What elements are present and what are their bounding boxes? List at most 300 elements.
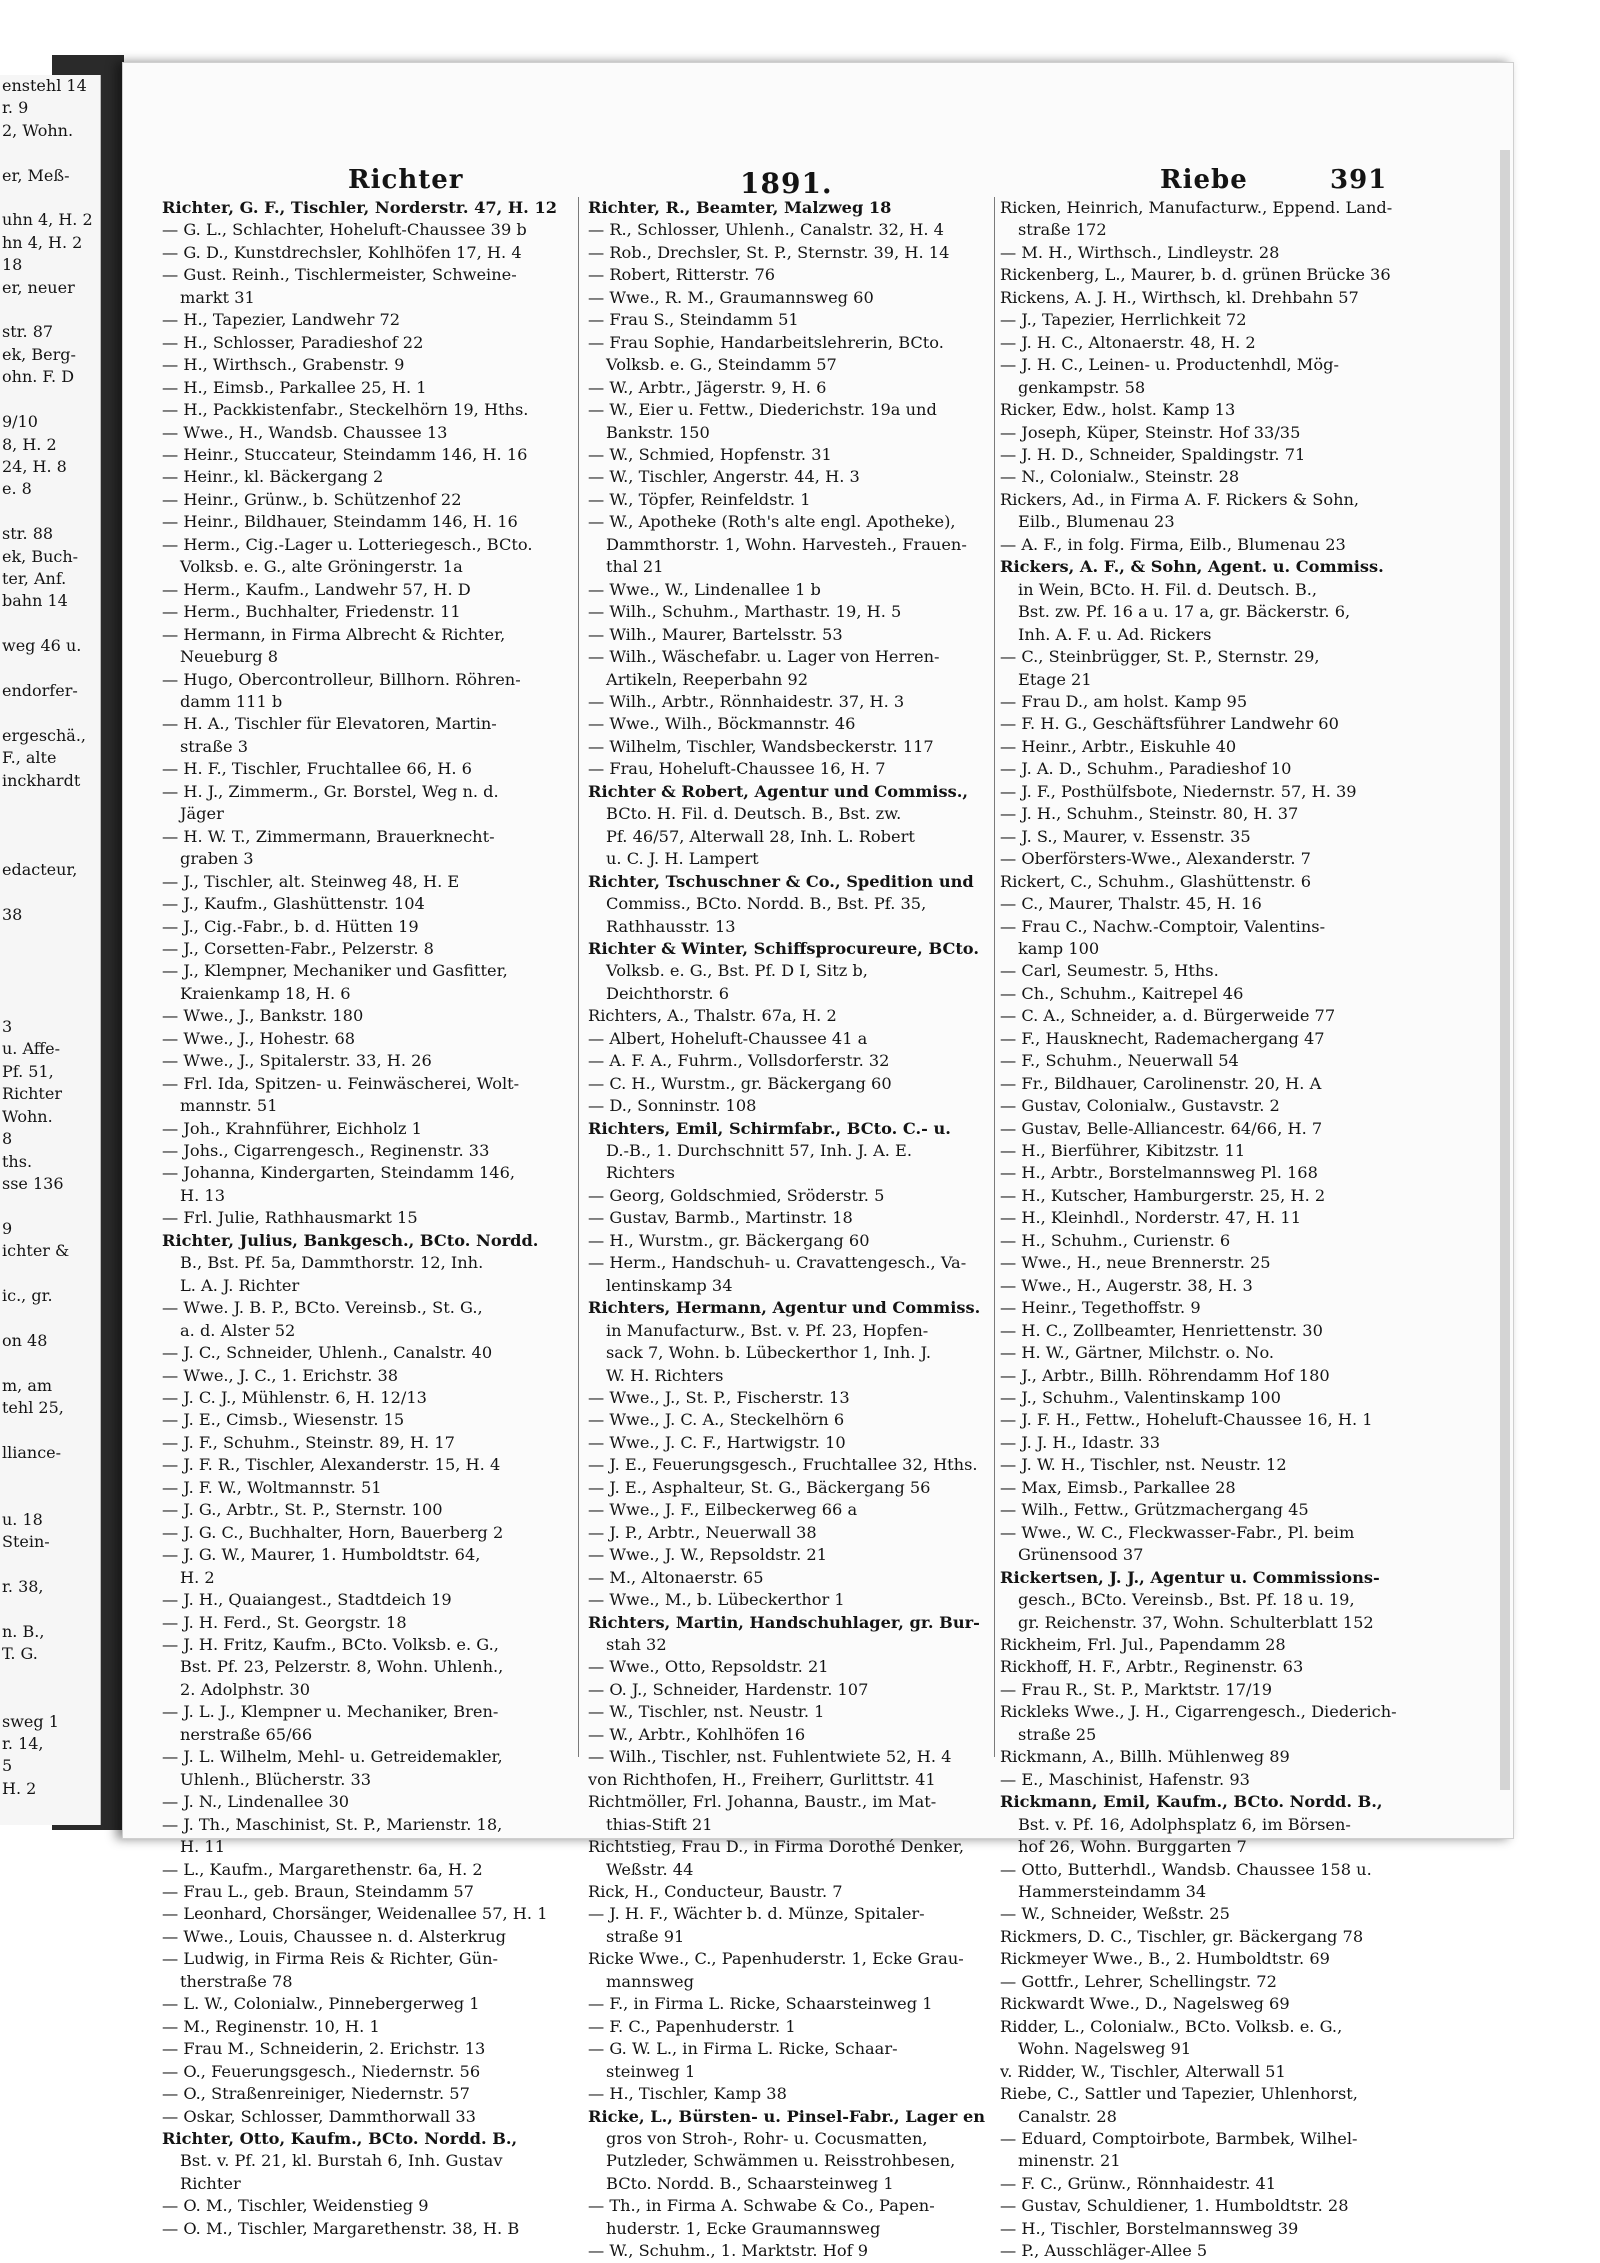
directory-entry: — H. A., Tischler für Elevatoren, Martin-	[162, 714, 497, 734]
directory-entry: — H. W. T., Zimmermann, Brauerknecht-	[162, 826, 495, 846]
directory-entry: — G. W. L., in Firma L. Ricke, Schaar-	[588, 2039, 898, 2059]
directory-entry: — Frau L., geb. Braun, Steindamm 57	[162, 1881, 474, 1901]
directory-entry: — Wwe., J., Spitalerstr. 33, H. 26	[162, 1051, 432, 1071]
directory-entry: Bst. zw. Pf. 16 a u. 17 a, gr. Bäckerstr. 6,	[1018, 602, 1351, 622]
directory-entry: — H., Schuhm., Curienstr. 6	[1000, 1230, 1231, 1250]
directory-entry: straße 172	[1018, 220, 1107, 240]
directory-entry: — J. F. W., Woltmannstr. 51	[162, 1477, 382, 1497]
directory-entry: B., Bst. Pf. 5a, Dammthorstr. 12, Inh.	[180, 1253, 484, 1273]
directory-entry: huderstr. 1, Ecke Graumannsweg	[606, 2218, 881, 2238]
directory-entry: — J. F. H., Fettw., Hoheluft-Chaussee 16, H. 1	[1000, 1410, 1373, 1430]
directory-entry: kamp 100	[1018, 938, 1100, 958]
directory-entry: Rickwardt Wwe., D., Nagelsweg 69	[1000, 1994, 1290, 2014]
directory-entry: Richter, R., Beamter, Malzweg 18	[588, 198, 892, 217]
directory-entry: — Herm., Cig.-Lager u. Lotteriegesch., BCto.	[162, 534, 533, 554]
previous-page-line: 24, H. 8	[2, 456, 67, 476]
previous-page-line: u. Affe-	[2, 1039, 60, 1059]
running-head-left: Richter	[348, 165, 464, 195]
directory-entry: — W., Arbtr., Kohlhöfen 16	[588, 1724, 806, 1744]
running-head-right: Riebe	[1160, 165, 1248, 195]
directory-entry: minenstr. 21	[1018, 2151, 1121, 2171]
directory-entry: Richter, Julius, Bankgesch., BCto. Nordd.	[162, 1230, 539, 1250]
directory-entry: — J. E., Asphalteur, St. G., Bäckergang 56	[588, 1477, 931, 1497]
previous-page-line: r. 14,	[2, 1734, 44, 1754]
directory-entry: — Ch., Schuhm., Kaitrepel 46	[1000, 983, 1244, 1003]
directory-entry: — O., Feuerungsgesch., Niedernstr. 56	[162, 2061, 481, 2081]
directory-entry: genkampstr. 58	[1018, 377, 1146, 397]
directory-entry: gesch., BCto. Vereinsb., Bst. Pf. 18 u. 19,	[1018, 1590, 1355, 1610]
previous-page-line	[0, 837, 100, 859]
directory-entry: H. 13	[180, 1185, 226, 1205]
directory-entry: — H., Eimsb., Parkallee 25, H. 1	[162, 377, 427, 397]
previous-page-line: sse 136	[2, 1173, 64, 1193]
directory-entry: Rickhoff, H. F., Arbtr., Reginenstr. 63	[1000, 1657, 1304, 1677]
directory-entry: — Wwe., J., Hohestr. 68	[162, 1028, 356, 1048]
directory-entry: Putzleder, Schwämmen u. Reisstrohbesen,	[606, 2151, 956, 2171]
previous-page-line: ergeschä.,	[2, 725, 87, 745]
directory-entry: mannstr. 51	[180, 1096, 278, 1116]
previous-page-line	[0, 949, 100, 971]
directory-column-2	[588, 197, 993, 2263]
directory-entry: — J., Kaufm., Glashüttenstr. 104	[162, 894, 425, 914]
previous-page-line: er, Meß-	[2, 165, 70, 185]
directory-entry: Etage 21	[1018, 669, 1092, 689]
directory-entry: straße 91	[606, 1926, 685, 1946]
directory-entry: — J. N., Lindenallee 30	[162, 1792, 350, 1812]
directory-entry: — M. H., Wirthsch., Lindleystr. 28	[1000, 242, 1280, 262]
directory-entry: — Ludwig, in Firma Reis & Richter, Gün-	[162, 1949, 498, 1969]
directory-entry: Jäger	[180, 804, 224, 824]
previous-page-line: ohn. F. D	[2, 367, 75, 387]
directory-entry: Richter & Winter, Schiffsprocureure, BCto.	[588, 938, 979, 958]
previous-page-strip	[0, 75, 101, 1825]
directory-entry: — Frau R., St. P., Marktstr. 17/19	[1000, 1679, 1273, 1699]
directory-entry: markt 31	[180, 287, 255, 307]
previous-page-line: 2, Wohn.	[2, 120, 74, 140]
directory-entry: — F. C., Grünw., Rönnhaidestr. 41	[1000, 2173, 1277, 2193]
directory-entry: — J. G., Arbtr., St. P., Sternstr. 100	[162, 1500, 443, 1520]
directory-entry: — H., Bierführer, Kibitzstr. 11	[1000, 1141, 1246, 1161]
directory-entry: — H. C., Zollbeamter, Henriettenstr. 30	[1000, 1320, 1323, 1340]
directory-entry: u. C. J. H. Lampert	[606, 849, 759, 869]
directory-entry: — W., Tischler, Angerstr. 44, H. 3	[588, 467, 860, 487]
directory-entry: Rickleks Wwe., J. H., Cigarrengesch., Diederich-	[1000, 1702, 1397, 1722]
directory-entry: — H., Packkistenfabr., Steckelhörn 19, Hths.	[162, 400, 529, 420]
directory-entry: — Frau C., Nachw.-Comptoir, Valentins-	[1000, 916, 1326, 936]
directory-entry: Uhlenh., Blücherstr. 33	[180, 1769, 372, 1789]
previous-page-line	[0, 1666, 100, 1688]
directory-entry: Richtstieg, Frau D., in Firma Dorothé Denker,	[588, 1837, 964, 1857]
directory-entry: — Th., in Firma A. Schwabe & Co., Papen-	[588, 2196, 935, 2216]
previous-page-line	[0, 613, 100, 635]
directory-entry: — Eduard, Comptoirbote, Barmbek, Wilhel-	[1000, 2128, 1358, 2148]
directory-entry: Rickert, C., Schuhm., Glashüttenstr. 6	[1000, 871, 1312, 891]
directory-entry: — J. C. J., Mühlenstr. 6, H. 12/13	[162, 1388, 427, 1408]
directory-entry: — J. J. H., Idastr. 33	[1000, 1432, 1160, 1452]
previous-page-line	[0, 792, 100, 814]
directory-entry: — Frl. Ida, Spitzen- u. Feinwäscherei, Wolt-	[162, 1073, 520, 1093]
previous-page-line: ths.	[2, 1151, 33, 1171]
directory-entry: — Frau, Hoheluft-Chaussee 16, H. 7	[588, 759, 886, 779]
previous-page-line: T. G.	[2, 1644, 38, 1664]
directory-entry: — F., in Firma L. Ricke, Schaarsteinweg 1	[588, 1994, 933, 2014]
directory-entry: — Wwe., W. C., Fleckwasser-Fabr., Pl. beim	[1000, 1522, 1355, 1542]
directory-entry: Ridder, L., Colonialw., BCto. Volksb. e. G.,	[1000, 2016, 1343, 2036]
previous-page-line: 38	[2, 905, 23, 925]
previous-page-line: ter, Anf.	[2, 568, 67, 588]
directory-entry: Rickmann, Emil, Kaufm., BCto. Nordd. B.,	[1000, 1792, 1383, 1812]
directory-entry: Richters, Hermann, Agentur und Commiss.	[588, 1298, 981, 1318]
previous-page-line: u. 18	[2, 1510, 43, 1529]
previous-page-line	[0, 1599, 100, 1621]
previous-page-line: er, neuer	[2, 277, 75, 297]
previous-page-line: weg 46 u.	[2, 636, 82, 656]
previous-page-line: 5	[2, 1756, 13, 1776]
previous-page-line: sweg 1	[2, 1711, 59, 1731]
directory-entry: — Wilh., Wäschefabr. u. Lager von Herren-	[588, 647, 940, 667]
directory-entry: — C. H., Wurstm., gr. Bäckergang 60	[588, 1073, 892, 1093]
directory-entry: mannsweg	[606, 1971, 694, 1991]
directory-entry: — C., Steinbrügger, St. P., Sternstr. 29,	[1000, 647, 1320, 667]
directory-entry: H. 2	[180, 1567, 215, 1587]
directory-entry: — J., Tischler, alt. Steinweg 48, H. E	[162, 871, 460, 891]
directory-entry: — J. A. D., Schuhm., Paradieshof 10	[1000, 759, 1292, 779]
directory-entry: — A. F., in folg. Firma, Eilb., Blumenau 23	[1000, 534, 1346, 554]
directory-entry: Commiss., BCto. Nordd. B., Bst. Pf. 35,	[606, 894, 927, 914]
directory-entry: Deichthorstr. 6	[606, 983, 730, 1003]
directory-entry: therstraße 78	[180, 1971, 293, 1991]
directory-entry: Richter, G. F., Tischler, Norderstr. 47, H. 12	[162, 198, 557, 217]
previous-page-line: ic., gr.	[2, 1285, 53, 1305]
directory-entry: — H., Schlosser, Paradieshof 22	[162, 332, 424, 352]
directory-entry: — H., Tischler, Borstelmannsweg 39	[1000, 2218, 1299, 2238]
directory-entry: in Manufacturw., Bst. v. Pf. 23, Hopfen-	[606, 1320, 929, 1340]
directory-entry: Volksb. e. G., Steindamm 57	[606, 355, 837, 375]
previous-page-line: 3	[2, 1017, 13, 1037]
directory-entry: Neueburg 8	[180, 647, 279, 667]
directory-entry: — O., Straßenreiniger, Niedernstr. 57	[162, 2084, 470, 2104]
directory-entry: Dammthorstr. 1, Wohn. Harvesteh., Frauen-	[606, 534, 967, 554]
directory-entry: Rickers, A. F., & Sohn, Agent. u. Commiss.	[1000, 557, 1384, 577]
previous-page-line: edacteur,	[2, 860, 78, 880]
directory-entry: — W., Töpfer, Reinfeldstr. 1	[588, 489, 811, 509]
directory-entry: — Gottfr., Lehrer, Schellingstr. 72	[1000, 1971, 1277, 1991]
directory-entry: — J. H. C., Altonaerstr. 48, H. 2	[1000, 332, 1256, 352]
directory-entry: BCto. H. Fil. d. Deutsch. B., Bst. zw.	[606, 804, 902, 824]
directory-entry: — Wwe. J. B. P., BCto. Vereinsb., St. G.,	[162, 1298, 483, 1318]
directory-entry: — H., Tischler, Kamp 38	[588, 2084, 787, 2104]
previous-page-line	[0, 1352, 100, 1374]
directory-entry: BCto. Nordd. B., Schaarsteinweg 1	[606, 2173, 894, 2193]
directory-entry: — Wilh., Arbtr., Rönnhaidestr. 37, H. 3	[588, 691, 905, 711]
directory-entry: — Johs., Cigarrengesch., Reginenstr. 33	[162, 1141, 490, 1161]
previous-page-line	[0, 299, 100, 321]
previous-page-line: 8	[2, 1129, 13, 1149]
directory-entry: — Wwe., Otto, Repsoldstr. 21	[588, 1657, 829, 1677]
previous-page-line: n. B.,	[2, 1622, 45, 1642]
directory-entry: Richter, Tschuschner & Co., Spedition und	[588, 871, 974, 891]
previous-page-line	[0, 971, 100, 993]
directory-entry: Rickertsen, J. J., Agentur u. Commissions-	[1000, 1567, 1380, 1587]
directory-entry: a. d. Alster 52	[180, 1320, 296, 1340]
previous-page-line: ichter &	[2, 1241, 70, 1261]
previous-page-line	[0, 1464, 100, 1486]
directory-entry: Weßstr. 44	[606, 1859, 694, 1879]
directory-entry: — F. C., Papenhuderstr. 1	[588, 2016, 796, 2036]
directory-entry: — H., Kutscher, Hamburgerstr. 25, H. 2	[1000, 1185, 1326, 1205]
directory-entry: — O. M., Tischler, Margarethenstr. 38, H. B	[162, 2218, 520, 2238]
previous-page-line: inckhardt	[2, 770, 81, 790]
directory-entry: — J. C., Schneider, Uhlenh., Canalstr. 40	[162, 1343, 493, 1363]
directory-entry: — J., Cig.-Fabr., b. d. Hütten 19	[162, 916, 419, 936]
directory-entry: Volksb. e. G., alte Gröningerstr. 1a	[180, 557, 463, 577]
directory-entry: Riebe, C., Sattler und Tapezier, Uhlenhorst,	[1000, 2084, 1358, 2104]
directory-entry: — R., Schlosser, Uhlenh., Canalstr. 32, H. 4	[588, 220, 944, 240]
previous-page-line: str. 87	[2, 322, 54, 342]
directory-entry: — C., Maurer, Thalstr. 45, H. 16	[1000, 894, 1262, 914]
directory-entry: — Frau S., Steindamm 51	[588, 310, 799, 330]
directory-entry: straße 3	[180, 736, 249, 756]
directory-entry: — H. F., Tischler, Fruchtallee 66, H. 6	[162, 759, 472, 779]
directory-entry: — J. Th., Maschinist, St. P., Marienstr. 18,	[162, 1814, 503, 1834]
directory-entry: — Joh., Krahnführer, Eichholz 1	[162, 1118, 422, 1138]
directory-entry: Bst. Pf. 23, Pelzerstr. 8, Wohn. Uhlenh.,	[180, 1657, 504, 1677]
directory-entry: — J. H., Quaiangest., Stadtdeich 19	[162, 1590, 452, 1610]
directory-entry: — J., Arbtr., Billh. Röhrendamm Hof 180	[1000, 1365, 1330, 1385]
directory-entry: — J. H., Schuhm., Steinstr. 80, H. 37	[1000, 804, 1299, 824]
previous-page-line: endorfer-	[2, 680, 78, 700]
directory-entry: Richters, A., Thalstr. 67a, H. 2	[588, 1006, 837, 1026]
directory-entry: Pf. 46/57, Alterwall 28, Inh. L. Robert	[606, 826, 915, 846]
directory-entry: — H. J., Zimmerm., Gr. Borstel, Weg n. d.	[162, 781, 499, 801]
previous-page-line: 18	[2, 255, 23, 275]
previous-page-line: r. 38,	[2, 1577, 44, 1597]
previous-page-line: F., alte	[2, 748, 57, 768]
previous-page-line	[0, 1487, 100, 1509]
directory-entry: nerstraße 65/66	[180, 1724, 313, 1744]
directory-entry: — Heinr., Bildhauer, Steindamm 146, H. 16	[162, 512, 518, 532]
previous-page-line	[0, 1263, 100, 1285]
directory-entry: Eilb., Blumenau 23	[1018, 512, 1175, 532]
directory-entry: sack 7, Wohn. b. Lübeckerthor 1, Inh. J.	[606, 1343, 932, 1363]
previous-page-line: Stein-	[2, 1532, 50, 1552]
directory-entry: straße 25	[1018, 1724, 1097, 1744]
directory-entry: — Wwe., R. M., Graumannsweg 60	[588, 287, 874, 307]
directory-entry: — Herm., Kaufm., Landwehr 57, H. D	[162, 579, 471, 599]
directory-entry: von Richthofen, H., Freiherr, Gurlittstr. 41	[588, 1769, 936, 1789]
previous-page-line	[0, 882, 100, 904]
directory-entry: Inh. A. F. u. Ad. Rickers	[1018, 624, 1212, 644]
previous-page-line: Wohn.	[2, 1106, 53, 1126]
directory-entry: — J., Klempner, Mechaniker und Gasfitter,	[162, 961, 508, 981]
previous-page-line	[0, 1419, 100, 1441]
directory-entry: — J. L. J., Klempner u. Mechaniker, Bren-	[162, 1702, 499, 1722]
directory-entry: Kraienkamp 18, H. 6	[180, 983, 351, 1003]
directory-entry: — Wwe., M., b. Lübeckerthor 1	[588, 1590, 845, 1610]
directory-entry: — Wwe., H., Augerstr. 38, H. 3	[1000, 1275, 1253, 1295]
directory-entry: — Frl. Julie, Rathhausmarkt 15	[162, 1208, 418, 1228]
directory-entry: — Wwe., H., neue Brennerstr. 25	[1000, 1253, 1271, 1273]
previous-page-line: lliance-	[2, 1442, 62, 1462]
directory-entry: — H., Tapezier, Landwehr 72	[162, 310, 401, 330]
directory-entry: Rick, H., Conducteur, Baustr. 7	[588, 1881, 843, 1901]
directory-entry: Grünensood 37	[1018, 1545, 1144, 1565]
previous-page-line	[0, 1307, 100, 1329]
directory-entry: — W., Tischler, nst. Neustr. 1	[588, 1702, 825, 1722]
directory-entry: — C. A., Schneider, a. d. Bürgerweide 77	[1000, 1006, 1336, 1026]
directory-entry: Richters, Martin, Handschuhlager, gr. Bur-	[588, 1612, 980, 1632]
directory-entry: — Wwe., Louis, Chaussee n. d. Alsterkrug	[162, 1926, 507, 1946]
directory-entry: — Otto, Butterhdl., Wandsb. Chaussee 158 u.	[1000, 1859, 1372, 1879]
directory-entry: — D., Sonninstr. 108	[588, 1096, 757, 1116]
directory-entry: — Heinr., Grünw., b. Schützenhof 22	[162, 489, 462, 509]
previous-page-line: 8, H. 2	[2, 434, 57, 454]
directory-entry: — W., Schmied, Hopfenstr. 31	[588, 444, 832, 464]
directory-entry: Richter	[180, 2173, 241, 2193]
directory-entry: — Wwe., J., St. P., Fischerstr. 13	[588, 1388, 850, 1408]
directory-entry: — Wwe., Wilh., Böckmannstr. 46	[588, 714, 856, 734]
directory-column-1	[162, 197, 582, 2240]
directory-entry: — Heinr., Stuccateur, Steindamm 146, H. 16	[162, 444, 528, 464]
previous-page-line: str. 88	[2, 524, 54, 544]
directory-entry: — Heinr., Tegethoffstr. 9	[1000, 1298, 1201, 1318]
directory-entry: — Wwe., J. C. A., Steckelhörn 6	[588, 1410, 845, 1430]
directory-entry: — Wilh., Schuhm., Marthastr. 19, H. 5	[588, 602, 902, 622]
directory-entry: — H., Wurstm., gr. Bäckergang 60	[588, 1230, 870, 1250]
directory-entry: — O. J., Schneider, Hardenstr. 107	[588, 1679, 869, 1699]
previous-page-line: e. 8	[2, 479, 32, 499]
directory-entry: Ricke Wwe., C., Papenhuderstr. 1, Ecke Grau-	[588, 1949, 964, 1969]
directory-entry: D.-B., 1. Durchschnitt 57, Inh. J. A. E.	[606, 1141, 913, 1161]
directory-entry: — Wilhelm, Tischler, Wandsbeckerstr. 117	[588, 736, 934, 756]
directory-entry: Bst. v. Pf. 16, Adolphsplatz 6, im Börsen-	[1018, 1814, 1351, 1834]
directory-entry: 2. Adolphstr. 30	[180, 1679, 311, 1699]
directory-entry: Rickmers, D. C., Tischler, gr. Bäckergang 78	[1000, 1926, 1364, 1946]
directory-entry: — Wilh., Maurer, Bartelsstr. 53	[588, 624, 843, 644]
previous-page-line: 9	[2, 1218, 13, 1238]
directory-entry: — J. H. Ferd., St. Georgstr. 18	[162, 1612, 407, 1632]
directory-entry: — Leonhard, Chorsänger, Weidenallee 57, H. 1	[162, 1904, 548, 1924]
directory-entry: — W., Arbtr., Jägerstr. 9, H. 6	[588, 377, 827, 397]
directory-entry: — Wilh., Fettw., Grützmachergang 45	[1000, 1500, 1309, 1520]
directory-entry: Richtmöller, Frl. Johanna, Baustr., im Mat-	[588, 1792, 937, 1812]
directory-entry: — F. H. G., Geschäftsführer Landwehr 60	[1000, 714, 1339, 734]
previous-page-line	[0, 1554, 100, 1576]
directory-entry: — Gustav, Barmb., Martinstr. 18	[588, 1208, 853, 1228]
directory-entry: thal 21	[606, 557, 664, 577]
directory-entry: — W., Eier u. Fettw., Diederichstr. 19a und	[588, 400, 937, 420]
directory-entry: Rickens, A. J. H., Wirthsch, kl. Drehbahn 57	[1000, 287, 1359, 307]
directory-entry: — H. W., Gärtner, Milchstr. o. No.	[1000, 1343, 1275, 1363]
previous-page-line: Richter	[2, 1084, 62, 1104]
directory-entry: Artikeln, Reeperbahn 92	[606, 669, 809, 689]
directory-entry: L. A. J. Richter	[180, 1275, 300, 1295]
directory-entry: — L., Kaufm., Margarethenstr. 6a, H. 2	[162, 1859, 483, 1879]
directory-entry: — Wwe., W., Lindenallee 1 b	[588, 579, 821, 599]
directory-entry: — Gustav, Colonialw., Gustavstr. 2	[1000, 1096, 1280, 1116]
directory-entry: — J. E., Cimsb., Wiesenstr. 15	[162, 1410, 405, 1430]
previous-page-line: m, am	[2, 1375, 53, 1395]
previous-page-line: H. 2	[2, 1778, 37, 1798]
directory-entry: — J. H. D., Schneider, Spaldingstr. 71	[1000, 444, 1306, 464]
directory-entry: — J. F., Posthülfsbote, Niedernstr. 57, H. 39	[1000, 781, 1357, 801]
previous-page-line: tehl 25,	[2, 1397, 64, 1417]
previous-page-line: uhn 4, H. 2	[2, 210, 93, 230]
directory-entry: — Max, Eimsb., Parkallee 28	[1000, 1477, 1236, 1497]
page-number: 391	[1330, 165, 1388, 195]
directory-entry: hof 26, Wohn. Burggarten 7	[1018, 1837, 1247, 1857]
directory-entry: Rickheim, Frl. Jul., Papendamm 28	[1000, 1635, 1286, 1654]
directory-entry: — Wwe., J. F., Eilbeckerweg 66 a	[588, 1500, 858, 1520]
directory-entry: — F., Hausknecht, Rademachergang 47	[1000, 1028, 1325, 1048]
directory-entry: — Rob., Drechsler, St. P., Sternstr. 39, H. 14	[588, 242, 950, 262]
directory-entry: W. H. Richters	[606, 1365, 724, 1385]
directory-entry: — J. F., Schuhm., Steinstr. 89, H. 17	[162, 1432, 455, 1452]
directory-entry: thias-Stift 21	[606, 1814, 713, 1834]
directory-entry: — H., Wirthsch., Grabenstr. 9	[162, 355, 405, 375]
previous-page-line: 9/10	[2, 412, 38, 432]
previous-page-line	[0, 389, 100, 411]
directory-entry: Ricken, Heinrich, Manufacturw., Eppend. Land-	[1000, 198, 1393, 217]
directory-entry: — H., Kleinhdl., Norderstr. 47, H. 11	[1000, 1208, 1302, 1228]
previous-page-line: enstehl 14	[2, 76, 87, 95]
directory-entry: — Wwe., J. C., 1. Erichstr. 38	[162, 1365, 399, 1385]
directory-entry: — W., Schuhm., 1. Marktstr. Hof 9	[588, 2241, 869, 2261]
directory-entry: — Oskar, Schlosser, Dammthorwall 33	[162, 2106, 476, 2126]
directory-entry: damm 111 b	[180, 691, 283, 711]
directory-entry: — Hermann, in Firma Albrecht & Richter,	[162, 624, 506, 644]
directory-entry: — P., Ausschläger-Allee 5	[1000, 2241, 1208, 2261]
directory-entry: — Joseph, Küper, Steinstr. Hof 33/35	[1000, 422, 1301, 442]
previous-page-line	[0, 702, 100, 724]
directory-entry: gr. Reichenstr. 37, Wohn. Schulterblatt 152	[1018, 1612, 1374, 1632]
directory-entry: Rickmeyer Wwe., B., 2. Humboldtstr. 69	[1000, 1949, 1330, 1969]
directory-entry: — J. H. C., Leinen- u. Productenhdl, Mög-	[1000, 355, 1339, 375]
directory-entry: Canalstr. 28	[1018, 2106, 1117, 2126]
directory-entry: — Gustav, Belle-Alliancestr. 64/66, H. 7	[1000, 1118, 1323, 1138]
directory-entry: — J. G. C., Buchhalter, Horn, Bauerberg 2	[162, 1522, 504, 1542]
previous-page-line: Pf. 51,	[2, 1061, 54, 1081]
directory-entry: — Heinr., Arbtr., Eiskuhle 40	[1000, 736, 1237, 756]
directory-entry: — Herm., Handschuh- u. Cravattengesch., Va-	[588, 1253, 967, 1273]
directory-entry: — Frau D., am holst. Kamp 95	[1000, 691, 1248, 711]
directory-entry: Rickers, Ad., in Firma A. F. Rickers & Sohn,	[1000, 489, 1360, 509]
directory-entry: — O. M., Tischler, Weidenstieg 9	[162, 2196, 429, 2216]
directory-entry: — J. G. W., Maurer, 1. Humboldtstr. 64,	[162, 1545, 481, 1565]
directory-entry: Hammersteindamm 34	[1018, 1881, 1207, 1901]
directory-entry: Bankstr. 150	[606, 422, 710, 442]
directory-entry: — M., Altonaerstr. 65	[588, 1567, 764, 1587]
previous-page-line: r. 9	[2, 98, 29, 118]
directory-entry: H. 11	[180, 1837, 226, 1857]
directory-entry: steinweg 1	[606, 2061, 696, 2081]
previous-page-line	[0, 1688, 100, 1710]
directory-entry: — L. W., Colonialw., Pinnebergerweg 1	[162, 1994, 480, 2014]
directory-entry: Richters	[606, 1163, 675, 1183]
directory-entry: gros von Stroh-, Rohr- u. Cocusmatten,	[606, 2128, 928, 2148]
directory-entry: — J. S., Maurer, v. Essenstr. 35	[1000, 826, 1251, 846]
previous-page-line	[0, 1195, 100, 1217]
directory-entry: — G. D., Kunstdrechsler, Kohlhöfen 17, H. 4	[162, 242, 522, 262]
directory-column-3	[1000, 197, 1405, 2263]
directory-entry: — M., Reginenstr. 10, H. 1	[162, 2016, 380, 2036]
directory-entry: — H., Arbtr., Borstelmannsweg Pl. 168	[1000, 1163, 1318, 1183]
directory-entry: Rathhausstr. 13	[606, 916, 736, 936]
directory-entry: v. Ridder, W., Tischler, Alterwall 51	[1000, 2061, 1286, 2081]
directory-entry: — J., Corsetten-Fabr., Pelzerstr. 8	[162, 938, 434, 958]
previous-page-line	[0, 814, 100, 836]
directory-entry: — J. F. R., Tischler, Alexanderstr. 15, H. 4	[162, 1455, 501, 1475]
